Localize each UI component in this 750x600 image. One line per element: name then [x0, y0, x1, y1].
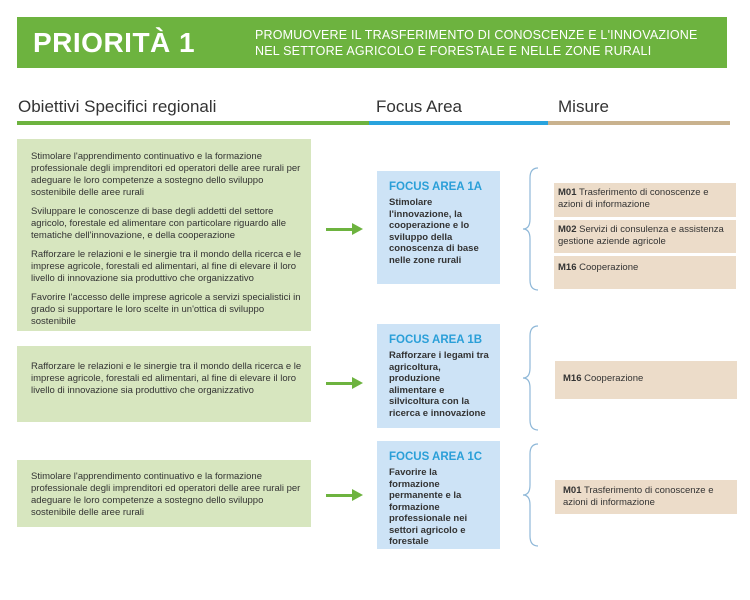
column-header-measures: Misure: [558, 97, 610, 116]
objectives-box-1b: [17, 346, 311, 422]
priority-subtitle: [255, 27, 720, 59]
focus-area-title: FOCUS AREA 1A: [389, 181, 483, 193]
left-brace-icon: [520, 164, 544, 294]
column-header-focus-area: Focus Area: [376, 97, 462, 116]
measure-m01: [554, 183, 736, 217]
measures-rule: [548, 121, 730, 125]
focus-area-rule: [369, 121, 548, 125]
measure-m01: [555, 480, 737, 514]
objectives-box-1c: [17, 460, 311, 527]
measure-text: Cooperazione: [584, 373, 644, 384]
arrow-right-icon: [326, 487, 364, 503]
measure-m16: [555, 361, 737, 399]
measure-code: M16: [558, 262, 577, 273]
focus-area-description: Rafforzare i legami tra agricoltura, produzione alimentare e silvicoltura con la ricerca e innovazione: [389, 350, 489, 419]
measure-text: Trasferimento di conoscenze e azioni di informazione: [558, 187, 709, 210]
objective-text: Stimolare l'apprendimento continuativo e la formazione professionale degli imprenditori ed operatori delle aree rurali per adeguare le loro competenze a sostegno dello sviluppo sostenibile delle aree rurali: [31, 151, 301, 198]
focus-area-title: FOCUS AREA 1C: [389, 451, 483, 463]
measure-text: Trasferimento di conoscenze e azioni di informazione: [563, 485, 714, 508]
arrow-right-icon: [326, 375, 364, 391]
objectives-rule: [17, 121, 369, 125]
focus-area-title: FOCUS AREA 1B: [389, 334, 483, 346]
objective-text: Sviluppare le conoscenze di base degli addetti del settore agricolo, forestale ed alimentare con particolare riguardo alle tematiche dell'innovazione, e della cooperazione: [31, 206, 287, 241]
priority-subtitle-line-1: PROMUOVERE IL TRASFERIMENTO DI CONOSCENZE E L'INNOVAZIONE: [255, 28, 698, 42]
objective-text: Rafforzare le relazioni e le sinergie tra il mondo della ricerca e le imprese agricole, forestali ed alimentari, al fine di elevare il loro livello di innovazione sia produttivo che organizzativo: [31, 249, 302, 284]
priority-subtitle-line-2: NEL SETTORE AGRICOLO E FORESTALE E NELLE ZONE RURALI: [255, 44, 652, 58]
focus-area-1a: [377, 171, 500, 284]
objective-text: Favorire l'accesso delle imprese agricole a servizi specialistici in grado si supportare le loro scelte in un'ottica di sviluppo sostenibile: [31, 292, 301, 327]
left-brace-icon: [520, 440, 544, 550]
left-brace-icon: [520, 322, 544, 434]
column-header-objectives: Obiettivi Specifici regionali: [18, 97, 217, 116]
measure-code: M02: [558, 224, 577, 235]
focus-area-1c: [377, 441, 500, 549]
focus-area-description: Stimolare l'innovazione, la cooperazione e lo sviluppo della conoscenza di base nelle zone rurali: [389, 197, 479, 266]
priority-title: PRIORITÀ 1: [33, 27, 196, 58]
measure-m02: [554, 220, 736, 253]
focus-area-1b: [377, 324, 500, 428]
measure-code: M01: [563, 485, 582, 496]
focus-area-description: Favorire la formazione permanente e la formazione professionale nei settori agricolo e forestale: [389, 467, 468, 547]
measure-m16: [554, 256, 736, 289]
objectives-box-1a: [17, 139, 311, 331]
measure-text: Cooperazione: [579, 262, 639, 273]
objective-text: Stimolare l'apprendimento continuativo e la formazione professionale degli imprenditori ed operatori delle aree rurali per adeguare le loro competenze a sostegno dello sviluppo sostenibile delle aree rurali: [31, 471, 301, 518]
objective-text: Rafforzare le relazioni e le sinergie tra il mondo della ricerca e le imprese agricole, forestali ed alimentari, al fine di elevare il loro livello di innovazione sia produttivo che organizzativo: [31, 361, 302, 396]
measure-code: M16: [563, 373, 582, 384]
arrow-right-icon: [326, 221, 364, 237]
measure-text: Servizi di consulenza e assistenza gestione aziende agricole: [558, 224, 724, 247]
measure-code: M01: [558, 187, 577, 198]
